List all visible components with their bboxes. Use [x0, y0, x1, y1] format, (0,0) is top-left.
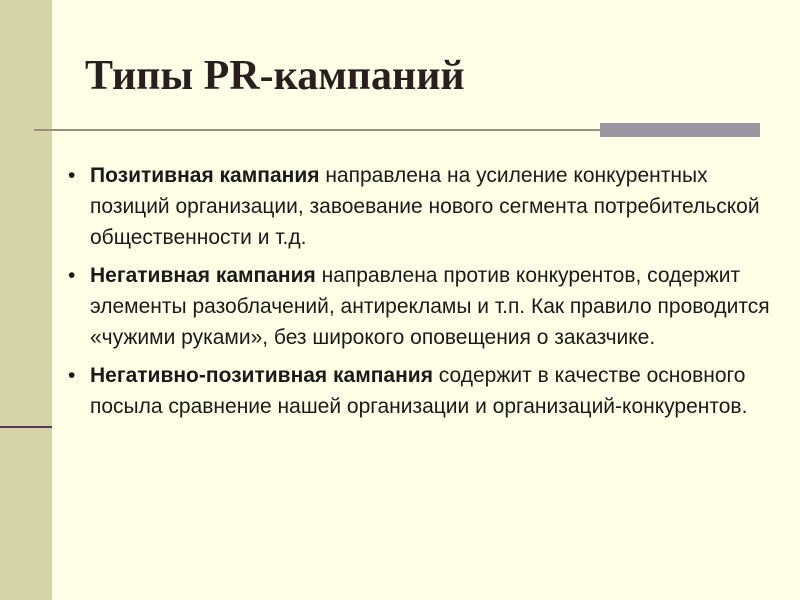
bullet-term: Негативно-позитивная кампания	[90, 364, 433, 387]
bullet-text: содержит в качестве основного посыла сравнение нашей организации и организаций-конкурентов.	[90, 364, 748, 418]
bullet-term: Негативная кампания	[90, 264, 316, 287]
title-divider-line	[34, 129, 600, 131]
bullet-text: направлена против конкурентов, содержит элементы разоблачений, антирекламы и т.п. Как правило проводится «чужими руками», без широкого оповещения о заказчике.	[90, 264, 770, 349]
bullet-positive-campaign	[90, 160, 770, 253]
side-decoration-strip	[0, 0, 52, 600]
bullet-list	[90, 160, 770, 429]
side-strip-mark	[0, 426, 52, 428]
title-divider-block	[600, 123, 760, 137]
bullet-text: направлена на усиление конкурентных позиций организации, завоевание нового сегмента потребительской общественности и т.д.	[90, 164, 760, 249]
bullet-term: Позитивная кампания	[90, 164, 320, 187]
slide-title: Типы PR-кампаний	[85, 53, 465, 99]
bullet-negative-positive-campaign	[90, 360, 770, 422]
bullet-negative-campaign	[90, 260, 770, 353]
